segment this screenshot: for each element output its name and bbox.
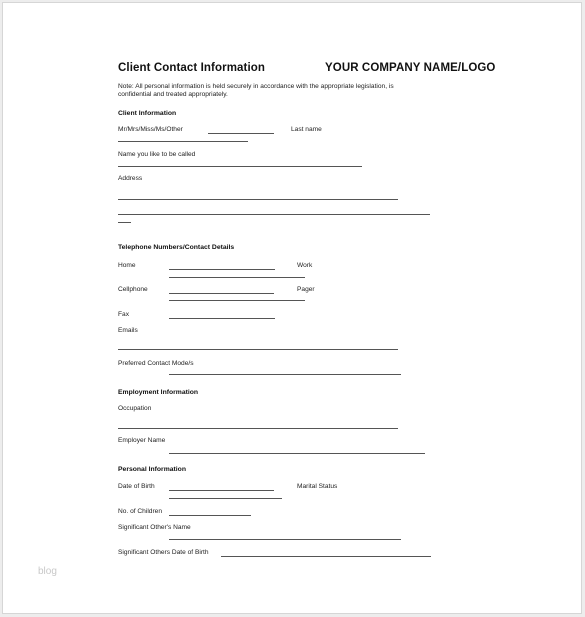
- occupation-field-line[interactable]: [118, 428, 398, 429]
- employer-name-field-line[interactable]: [169, 453, 425, 454]
- fax-field-line[interactable]: [169, 318, 275, 319]
- client-information-heading: Client Information: [118, 110, 177, 117]
- personal-information-heading: Personal Information: [118, 466, 186, 473]
- pager-label: Pager: [297, 286, 315, 293]
- cellphone-field-line[interactable]: [169, 293, 274, 294]
- title-field-line[interactable]: [208, 133, 274, 134]
- document-title: Client Contact Information: [118, 62, 265, 74]
- telephone-heading: Telephone Numbers/Contact Details: [118, 244, 235, 251]
- note-line-1: Note: All personal information is held securely in accordance with the appropriate legislation, is: [118, 83, 394, 90]
- note-line-2: confidential and treated appropriately.: [118, 91, 228, 98]
- address-field-line-3[interactable]: [118, 222, 131, 223]
- company-name-logo: YOUR COMPANY NAME/LOGO: [325, 62, 496, 74]
- marital-status-field-line[interactable]: [169, 498, 282, 499]
- significant-other-name-field-line[interactable]: [169, 539, 401, 540]
- home-field-line[interactable]: [169, 269, 275, 270]
- significant-other-name-label: Significant Other's Name: [118, 524, 191, 531]
- date-of-birth-field-line[interactable]: [169, 490, 274, 491]
- last-name-field-line[interactable]: [118, 141, 248, 142]
- preferred-contact-label: Preferred Contact Mode/s: [118, 360, 194, 367]
- significant-other-dob-label: Significant Others Date of Birth: [118, 549, 209, 556]
- address-field-line-2[interactable]: [118, 214, 430, 215]
- preferred-contact-field-line[interactable]: [169, 374, 401, 375]
- document-page: [2, 2, 582, 614]
- number-of-children-field-line[interactable]: [169, 515, 251, 516]
- address-field-line-1[interactable]: [118, 199, 398, 200]
- marital-status-label: Marital Status: [297, 483, 338, 490]
- date-of-birth-label: Date of Birth: [118, 483, 155, 490]
- last-name-label: Last name: [291, 126, 322, 133]
- address-label: Address: [118, 175, 143, 182]
- employer-name-label: Employer Name: [118, 437, 166, 444]
- cellphone-label: Cellphone: [118, 286, 148, 293]
- number-of-children-label: No. of Children: [118, 508, 162, 515]
- emails-label: Emails: [118, 327, 138, 334]
- emails-field-line[interactable]: [118, 349, 398, 350]
- pager-field-line[interactable]: [169, 300, 305, 301]
- occupation-label: Occupation: [118, 405, 152, 412]
- title-label: Mr/Mrs/Miss/Ms/Other: [118, 126, 183, 133]
- fax-label: Fax: [118, 311, 129, 318]
- employment-heading: Employment Information: [118, 389, 199, 396]
- name-called-field-line[interactable]: [118, 166, 362, 167]
- home-label: Home: [118, 262, 136, 269]
- blog-watermark: blog: [38, 566, 57, 577]
- work-label: Work: [297, 262, 313, 269]
- work-field-line[interactable]: [169, 277, 305, 278]
- name-called-label: Name you like to be called: [118, 151, 196, 158]
- significant-other-dob-field-line[interactable]: [221, 556, 431, 557]
